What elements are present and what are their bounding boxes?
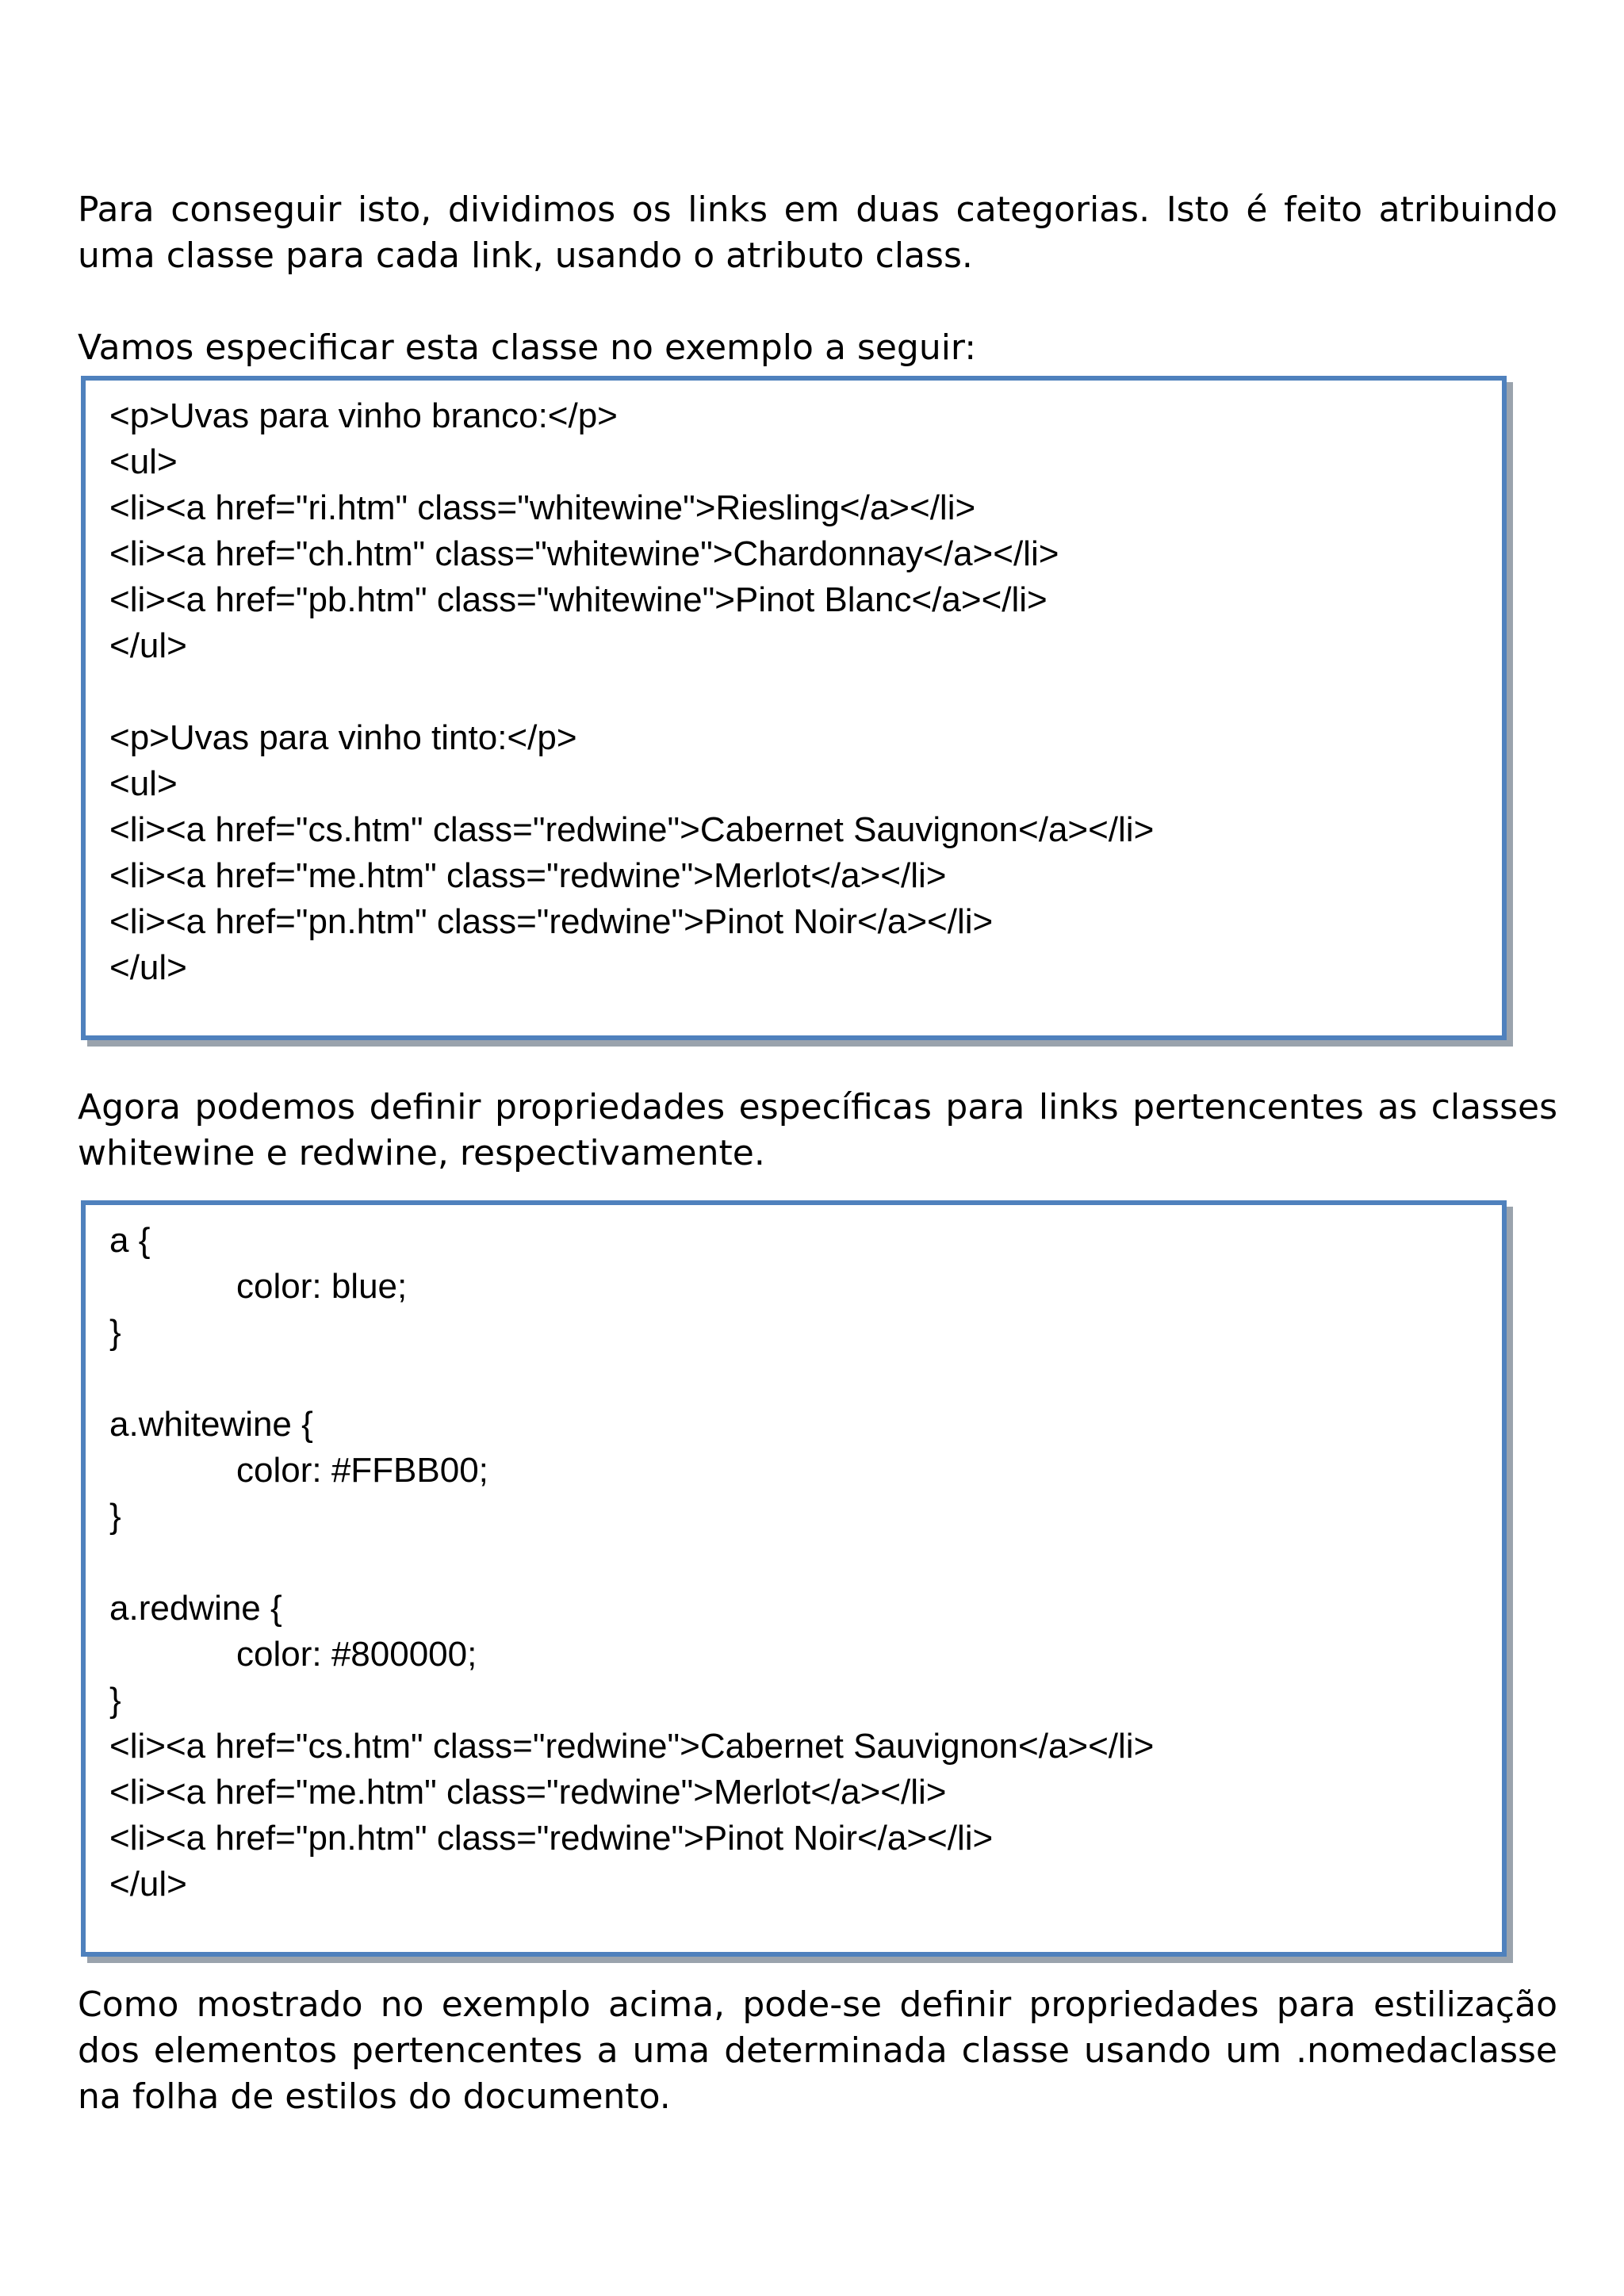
- code-line: a {: [109, 1221, 151, 1260]
- code-line: <p>Uvas para vinho branco:</p>: [109, 396, 618, 435]
- code-line: <li><a href="pn.htm" class="redwine">Pinot Noir</a></li>: [109, 1819, 994, 1858]
- code-line: </ul>: [109, 1865, 187, 1904]
- code-line: color: blue;: [236, 1267, 408, 1306]
- code-line: </ul>: [109, 948, 187, 987]
- conclusion-paragraph: [78, 1982, 1557, 2120]
- code-line: <li><a href="cs.htm" class="redwine">Cabernet Sauvignon</a></li>: [109, 810, 1155, 849]
- code-line: <li><a href="ri.htm" class="whitewine">Riesling</a></li>: [109, 488, 976, 527]
- code-line: color: #800000;: [236, 1635, 477, 1674]
- code-blank-line: [109, 1540, 1502, 1586]
- code-line: a.redwine {: [109, 1589, 282, 1628]
- code-line: <li><a href="me.htm" class="redwine">Merlot</a></li>: [109, 1773, 947, 1812]
- code-blank-line: [109, 1356, 1502, 1402]
- conclusion-text-after: na folha de estilos do documento.: [78, 2076, 671, 2117]
- define-props-paragraph: Agora podemos definir propriedades específicas para links pertencentes as classes whitewine e redwine, respectivamente.: [78, 1087, 1557, 1173]
- html-code-box: [81, 376, 1507, 1040]
- code-line: <ul>: [109, 764, 178, 803]
- conclusion-text-before: Como mostrado no exemplo acima, pode-se definir propriedades para estilização dos elementos pertencentes a uma determinada classe usando um: [78, 1984, 1557, 2071]
- example-intro-paragraph: Vamos especificar esta classe no exemplo a seguir:: [78, 327, 977, 368]
- code-line: color: #FFBB00;: [236, 1451, 488, 1490]
- class-name-inline: .nomedaclasse: [1296, 2030, 1557, 2071]
- code-line: }: [109, 1497, 121, 1536]
- css-code-box: [81, 1200, 1507, 1957]
- code-line: <ul>: [109, 442, 178, 481]
- code-line: <p>Uvas para vinho tinto:</p>: [109, 718, 577, 757]
- code-line: }: [109, 1681, 121, 1720]
- code-line: <li><a href="cs.htm" class="redwine">Cabernet Sauvignon</a></li>: [109, 1727, 1155, 1766]
- code-line: a.whitewine {: [109, 1405, 313, 1444]
- code-line: <li><a href="pb.htm" class="whitewine">Pinot Blanc</a></li>: [109, 580, 1048, 619]
- code-line: </ul>: [109, 626, 187, 665]
- code-line: <li><a href="me.htm" class="redwine">Merlot</a></li>: [109, 856, 947, 895]
- code-line: <li><a href="ch.htm" class="whitewine">Chardonnay</a></li>: [109, 534, 1059, 573]
- code-line: }: [109, 1313, 121, 1352]
- code-line: <li><a href="pn.htm" class="redwine">Pinot Noir</a></li>: [109, 902, 994, 941]
- code-blank-line: [109, 669, 1502, 715]
- intro-paragraph: Para conseguir isto, dividimos os links em duas categorias. Isto é feito atribuindo uma classe para cada link, usando o atributo class.: [78, 189, 1557, 276]
